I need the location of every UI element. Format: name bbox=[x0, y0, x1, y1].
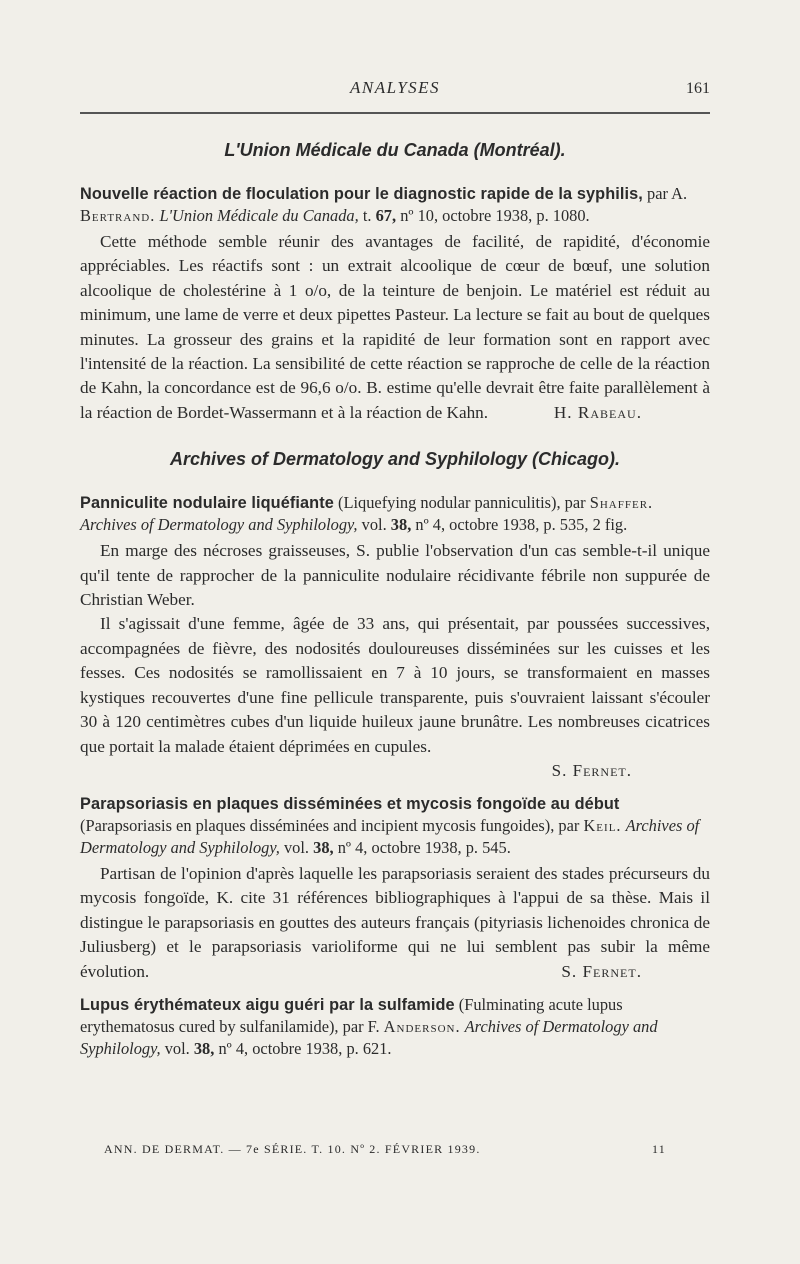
page-body bbox=[80, 140, 710, 1070]
sheet-number: 11 bbox=[652, 1142, 666, 1156]
abstract-entry bbox=[80, 183, 710, 425]
ref-prefix: par A. bbox=[647, 184, 688, 203]
entry-signature: S. Fernet. bbox=[561, 961, 642, 981]
footer-text: ANN. DE DERMAT. — 7e SÉRIE. T. 10. Nº 2. FÉVRIER 1939. bbox=[104, 1142, 481, 1156]
journal-heading: L'Union Médicale du Canada (Montréal). bbox=[224, 140, 566, 160]
ref-author: Shaffer. bbox=[589, 493, 654, 513]
ref-prefix: (Fulminating acute lupus erythematosus cured by sulfanilamide), par F. bbox=[80, 994, 623, 1036]
entry-title: Lupus érythémateux aigu guéri par la sulfamide bbox=[80, 995, 455, 1014]
header-rule bbox=[80, 112, 710, 114]
entry-reference bbox=[80, 793, 710, 859]
ref-volume: 67, bbox=[375, 206, 397, 225]
entry-paragraph: Partisan de l'opinion d'après laquelle les parapsoriasis seraient des stades précurseurs du mycosis fongoïde, K. cite 31 références bibliographiques à l'appui de sa thèse. Mais il distingue le parapsoriasis en gouttes des auteurs français (pityriasis lichenoides chronica de Juliusberg) et le parapsoriasis varioliforme qui ne lui semblent pas subir la même évolution. S. Fernet. bbox=[80, 862, 710, 984]
ref-volume: 38, bbox=[313, 837, 334, 857]
ref-prefix: (Parapsoriasis en plaques disséminées and incipient mycosis fungoides), par bbox=[80, 815, 580, 835]
ref-tail-a: t. bbox=[362, 206, 372, 225]
abstract-entry bbox=[80, 492, 710, 783]
ref-tail-a: vol. bbox=[164, 1038, 190, 1058]
page-footer bbox=[104, 1142, 684, 1157]
ref-tail-b: nº 4, octobre 1938, p. 535, 2 fig. bbox=[415, 515, 628, 535]
entry-title: Panniculite nodulaire liquéfiante bbox=[80, 494, 334, 513]
ref-volume: 38, bbox=[390, 515, 412, 535]
ref-source: Archives of Dermatology and Syphilology, bbox=[80, 1016, 658, 1058]
ref-prefix: (Liquefying nodular panniculitis), par bbox=[338, 493, 586, 513]
entry-title: Parapsoriasis en plaques disséminées et mycosis fongoïde au début bbox=[80, 794, 620, 813]
ref-tail-a: vol. bbox=[361, 515, 387, 535]
ref-volume: 38, bbox=[193, 1038, 215, 1058]
entry-reference bbox=[80, 492, 710, 536]
entry-signature: S. Fernet. bbox=[551, 760, 632, 780]
ref-author: Bertrand. bbox=[80, 206, 156, 225]
running-title: ANALYSES bbox=[349, 78, 441, 97]
ref-source: L'Union Médicale du Canada, bbox=[159, 206, 359, 225]
journal-heading: Archives of Dermatology and Syphilology (Chicago). bbox=[169, 449, 621, 470]
ref-source: Archives of Dermatology and Syphilology, bbox=[80, 815, 700, 857]
entry-signature: H. Rabeau. bbox=[553, 402, 642, 422]
running-header bbox=[80, 78, 710, 102]
abstract-entry bbox=[80, 994, 710, 1060]
entry-reference bbox=[80, 994, 710, 1060]
entry-paragraph: Il s'agissait d'une femme, âgée de 33 ans, qui présentait, par poussées successives, accompagnées de fièvre, des nodosités douloureuses disséminées sur les cuisses et les fesses. Ces nodosités se ramollissaient en 7 à 10 jours, se transformaient en masses kystiques recouvertes d'une fine pellicule transparente, puis s'ouvraient laissant s'écouler 30 à 120 centimètres cubes d'un liquide huileux jaune brunâtre. Les nombreuses cicatrices que portait la malade étaient déprimées en cupules. bbox=[80, 614, 710, 756]
ref-author: Anderson. bbox=[383, 1016, 461, 1036]
ref-author: Keil. bbox=[583, 815, 622, 835]
page-number: 161 bbox=[686, 80, 710, 97]
ref-tail-b: nº 4, octobre 1938, p. 545. bbox=[337, 837, 511, 857]
entry-title: Nouvelle réaction de floculation pour le diagnostic rapide de la syphilis, bbox=[80, 185, 643, 203]
entry-paragraph: En marge des nécroses graisseuses, S. publie l'observation d'un cas semble-t-il unique qu'il tente de rapprocher de la panniculite nodulaire récidivante fébrile non suppurée de Christian Weber. bbox=[80, 541, 710, 610]
entry-reference bbox=[80, 183, 710, 227]
ref-tail-a: vol. bbox=[283, 837, 310, 857]
ref-source: Archives of Dermatology and Syphilology, bbox=[80, 515, 358, 535]
ref-tail-b: nº 10, octobre 1938, p. 1080. bbox=[400, 206, 590, 225]
entry-paragraph: Cette méthode semble réunir des avantages de facilité, de rapidité, d'économie appréciables. Les réactifs sont : un extrait alcoolique de cœur de bœuf, une solution alcoolique de cholestérine à 1 o/o, de la teinture de benjoin. Le matériel est réduit au minimum, une lame de verre et deux pipettes Pasteur. La lecture se fait au bout de quelques minutes. La grosseur des grains et la rapidité de leur formation sont en rapport avec l'intensité de la réaction. La sensibilité de cette réaction se rapproche de celle de la réaction de Kahn, la concordance est de 96,6 o/o. B. estime qu'elle devrait être faite parallèlement à la réaction de Bordet-Wassermann et à la réaction de Kahn. H. Rabeau. bbox=[80, 230, 710, 425]
ref-tail-b: nº 4, octobre 1938, p. 621. bbox=[218, 1038, 392, 1058]
abstract-entry bbox=[80, 793, 710, 984]
